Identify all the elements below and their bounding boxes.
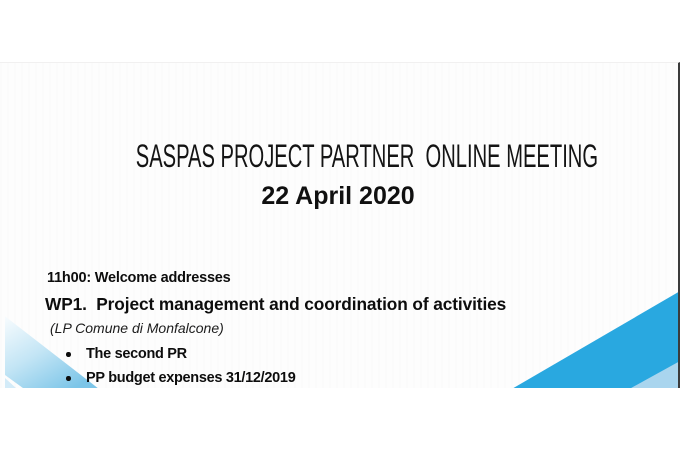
slide (0, 62, 680, 388)
agenda-time-line: 11h00: Welcome addresses (47, 270, 231, 286)
slide-title (0, 140, 676, 172)
bullet-item (66, 347, 187, 362)
bullet-label: The second PR (86, 346, 187, 362)
wp1-heading: WP1. Project management and coordination of activities (45, 294, 507, 314)
slide-decor-graphics (0, 63, 678, 388)
slide-title-text: SASPAS PROJECT PARTNER ONLINE MEETING (135, 138, 599, 174)
bullet-dot-icon (66, 376, 71, 381)
wp1-subheading: (LP Comune di Monfalcone) (50, 320, 224, 336)
bullet-label: PP budget expenses 31/12/2019 (86, 370, 296, 386)
bullet-dot-icon (66, 352, 71, 357)
bullet-item (66, 371, 295, 386)
slide-date: 22 April 2020 (261, 182, 415, 210)
bottom-right-accent-triangle (513, 292, 678, 388)
